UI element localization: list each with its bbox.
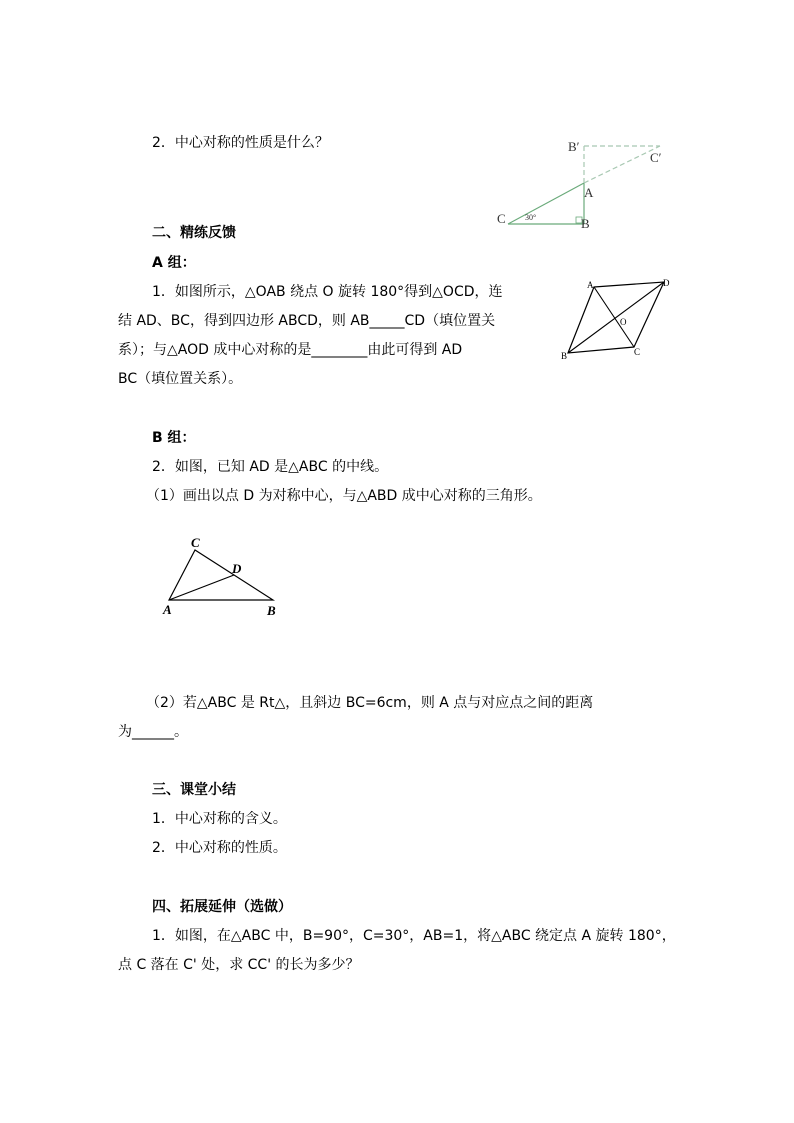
figure-triangle-median	[155, 533, 295, 623]
question-b2-sub2-line2: 为______。	[118, 724, 188, 740]
label-c: C	[191, 535, 200, 550]
question-a1-line4: BC（填位置关系）。	[118, 371, 243, 387]
summary-item-2: 2．中心对称的性质。	[152, 840, 287, 856]
diagonal-ac	[594, 287, 634, 347]
question-a1-line1: 1．如图所示，△OAB 绕点 O 旋转 180°得到△OCD，连	[152, 284, 503, 300]
group-b-label: B 组：	[152, 430, 196, 446]
figure-parallelogram	[560, 275, 680, 365]
section-title-practice: 二、精练反馈	[152, 225, 236, 241]
label-b: B	[561, 351, 568, 361]
summary-item-1: 1．中心对称的含义。	[152, 811, 287, 827]
section-title-summary: 三、课堂小结	[152, 782, 236, 798]
triangle-abc	[169, 550, 273, 600]
group-a-label: A 组：	[152, 255, 196, 271]
label-b-prime: B′	[568, 139, 580, 154]
label-a: A	[587, 280, 594, 290]
label-a: A	[584, 185, 594, 200]
label-d: D	[232, 561, 242, 576]
section-title-extension: 四、拓展延伸（选做）	[152, 899, 292, 915]
label-b: B	[581, 216, 590, 231]
question-b2-line1: 2．如图，已知 AD 是△ABC 的中线。	[152, 459, 389, 475]
label-c: C	[497, 211, 506, 226]
label-a: A	[163, 602, 172, 617]
label-c: C	[634, 347, 641, 357]
label-b: B	[267, 603, 276, 618]
median-ad	[169, 575, 234, 600]
segment-a-c-prime	[584, 146, 660, 183]
question-a1-line3: 系）；与△AOD 成中心对称的是________由此可得到 AD	[118, 342, 463, 358]
segment-ca	[508, 183, 584, 224]
question-b2-sub2-line1: （2）若△ABC 是 Rt△，且斜边 BC=6cm，则 A 点与对应点之间的距离	[146, 695, 594, 711]
extension-question-line1: 1．如图，在△ABC 中，B=90°，C=30°，AB=1，将△ABC 绕定点 A 旋转 180°，	[152, 928, 676, 944]
extension-question-line2: 点 C 落在 C' 处，求 CC' 的长为多少？	[118, 957, 360, 973]
question-property: 2．中心对称的性质是什么？	[152, 135, 329, 151]
question-b2-sub1: （1）画出以点 D 为对称中心，与△ABD 成中心对称的三角形。	[146, 488, 542, 504]
question-a1-line2: 结 AD、BC，得到四边形 ABCD，则 AB_____CD（填位置关	[118, 313, 496, 329]
label-c-prime: C′	[650, 150, 662, 165]
label-o: O	[620, 317, 627, 327]
label-d: D	[663, 278, 670, 288]
label-angle-30: 30°	[525, 213, 537, 222]
figure-rotation-triangle	[490, 135, 690, 235]
